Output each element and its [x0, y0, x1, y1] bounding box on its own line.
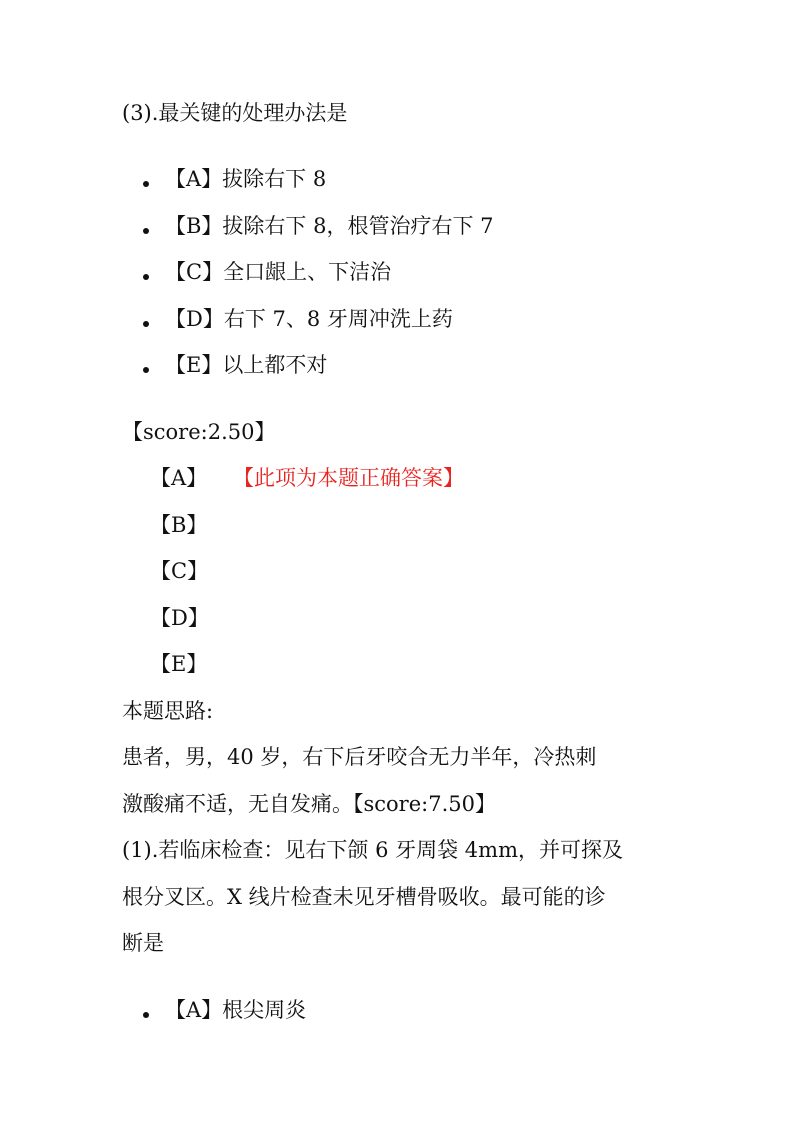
rationale-line-2: 激酸痛不适，无自发痛。【score:7.50】	[122, 792, 496, 816]
question-3-score: 【score:2.50】	[122, 420, 276, 444]
question-3-stem: (3).最关键的处理办法是	[122, 101, 348, 125]
bullet-icon	[143, 321, 149, 327]
option-e: 【E】以上都不对	[165, 353, 328, 377]
option-c: 【C】全口龈上、下洁治	[165, 260, 392, 284]
option-a: 【A】拔除右下 8	[165, 167, 327, 191]
question-1-stem-line-1: (1).若临床检查：见右下颌 6 牙周袋 4mm，并可探及	[122, 838, 623, 862]
answer-b: 【B】	[150, 513, 208, 537]
rationale-line-1: 患者，男，40 岁，右下后牙咬合无力半年，冷热刺	[122, 745, 597, 769]
answer-a: 【A】	[150, 466, 208, 490]
rationale-heading: 本题思路:	[122, 699, 214, 723]
bullet-icon	[143, 228, 149, 234]
bullet-icon	[143, 367, 149, 373]
option-b: 【B】拔除右下 8，根管治疗右下 7	[165, 214, 494, 238]
bullet-icon	[143, 181, 149, 187]
answer-d: 【D】	[150, 606, 209, 630]
question-1-stem-line-3: 断是	[122, 931, 164, 955]
answer-c: 【C】	[150, 559, 209, 583]
answer-e: 【E】	[150, 652, 208, 676]
question-1-option-a: 【A】根尖周炎	[165, 998, 307, 1022]
correct-answer-note: 【此项为本题正确答案】	[233, 466, 464, 490]
bullet-icon	[143, 1012, 149, 1018]
bullet-icon	[143, 274, 149, 280]
option-d: 【D】右下 7、8 牙周冲洗上药	[165, 307, 453, 331]
question-1-stem-line-2: 根分叉区。X 线片检查未见牙槽骨吸收。最可能的诊	[122, 885, 606, 909]
